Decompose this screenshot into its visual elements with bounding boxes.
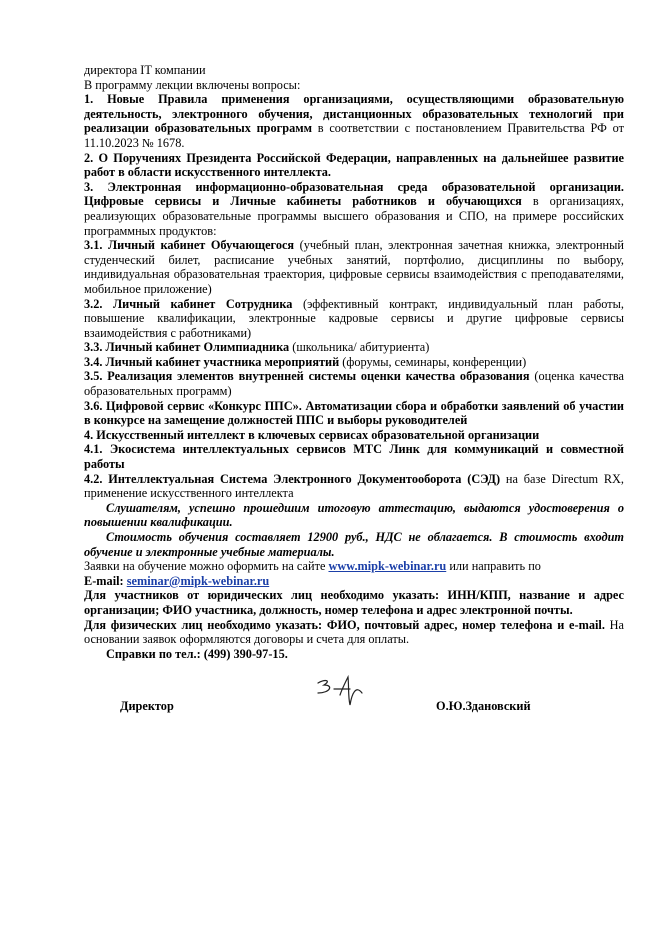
item-3-1-bold: 3.1. Личный кабинет Обучающегося [84,238,295,253]
item-3-3-bold: 3.3. Личный кабинет Олимпиадника [84,340,290,355]
item-3-4-rest: (форумы, семинары, конференции) [339,354,527,369]
phone-line: Справки по тел.: (499) 390-97-15. [106,646,288,661]
item-3-5 [84,369,624,398]
item-3-3 [84,340,624,355]
program-intro: В программу лекции включены вопросы: [84,77,301,92]
physical-requirements [84,618,624,647]
item-4-2 [84,472,624,501]
item-3-rest: в организациях, реализующих образовательные программы высшего образования и СПО, на примере российских программных продуктов: [84,194,624,238]
item-2-bold: 2. О Поручениях Президента Российской Федерации, направленных на дальнейшее развитие работ в области искусственного интеллекта. [84,150,624,180]
item-3-1-rest: (учебный план, электронная зачетная книжка, электронный студенческий билет, расписание учебных занятий, портфолио, дисциплины по выбору, индивидуальная образовательная траектория, цифровые сервисы взаимодействия с преподавателями, мобильное приложение) [84,238,624,296]
item-3-bold: 3. Электронная информационно-образовательная среда образовательной организации. Цифровые сервисы и Личные кабинеты работников и обучающихся [84,179,624,209]
item-4 [84,428,624,443]
item-3 [84,180,624,238]
item-3-2-bold: 3.2. Личный кабинет Сотрудника [84,296,293,311]
cost-note [84,530,624,559]
signature-title: Директор [120,699,174,714]
apply-mid: или направить по [446,559,541,574]
apply-pre: Заявки на обучение можно оформить на сайте [84,559,329,574]
document-page [84,63,624,731]
item-3-6-bold: 3.6. Цифровой сервис «Конкурс ППС». Автоматизации сбора и обработки заявлений об участии в конкурсе на замещение должностей ППС и выборы руководителей [84,398,624,428]
item-2 [84,151,624,180]
signature-mark [310,671,380,711]
item-4-bold: 4. Искусственный интеллект в ключевых сервисах образовательной организации [84,427,540,442]
cost-rest: В стоимость входит обучение и электронные учебные материалы. [84,530,624,559]
site-link[interactable]: www.mipk-webinar.ru [328,559,447,574]
item-4-2-rest: на базе Directum RX, применение искусственного интеллекта [84,471,625,501]
item-4-1 [84,442,624,471]
item-3-2 [84,297,624,341]
item-1-bold: 1. Новые Правила применения организациями, осуществляющими образовательную деятельность, электронного обучения, дистанционных образовательных технологий при реализации образовательных программ [84,92,624,136]
item-3-1 [84,238,624,296]
email-label: E-mail: [84,573,127,588]
intro-line: директора IT компании [84,63,206,77]
item-3-5-rest: (оценка качества образовательных программ) [84,369,624,399]
cost-bold: Стоимость обучения составляет 12900 руб., НДС не облагается. [106,530,493,544]
item-1-rest: в соответствии с постановлением Правительства РФ от 11.10.2023 № 1678. [84,121,624,150]
phys-rest: На основании заявок оформляются договоры и счета для оплаты. [84,617,624,647]
item-4-1-bold: 4.1. Экосистема интеллектуальных сервисов МТС Линк для коммуникаций и совместной работы [84,442,624,472]
email-line [84,574,624,589]
item-3-4 [84,355,624,370]
certificate-note: Слушателям, успешно прошедшим итоговую аттестацию, выдаются удостоверения о повышении квалификации. [84,500,624,530]
apply-line [84,559,624,574]
item-4-2-bold: 4.2. Интеллектуальная Система Электронного Документооборота (СЭД) [84,471,501,486]
phys-bold: Для физических лиц необходимо указать: ФИО, почтовый адрес, номер телефона и e-mail. [84,617,605,632]
legal-requirements: Для участников от юридических лиц необходимо указать: ИНН/КПП, название и адрес организации; ФИО участника, должность, номер телефона и адрес электронной почты. [84,588,624,617]
email-link[interactable]: seminar@mipk-webinar.ru [126,573,270,588]
item-3-3-rest: (школьника/ абитуриента) [289,340,430,355]
item-3-6 [84,399,624,428]
signature-name: О.Ю.Здановский [436,699,531,714]
item-3-4-bold: 3.4. Личный кабинет участника мероприятий [84,354,340,369]
item-3-2-rest: (эффективный контракт, индивидуальный план работы, повышение квалификации, электронные кадровые сервисы и другие цифровые сервисы взаимодействия с работниками) [84,296,624,340]
item-1 [84,92,624,150]
signature-row [84,671,624,731]
item-3-5-bold: 3.5. Реализация элементов внутренней системы оценки качества образования [84,369,530,384]
